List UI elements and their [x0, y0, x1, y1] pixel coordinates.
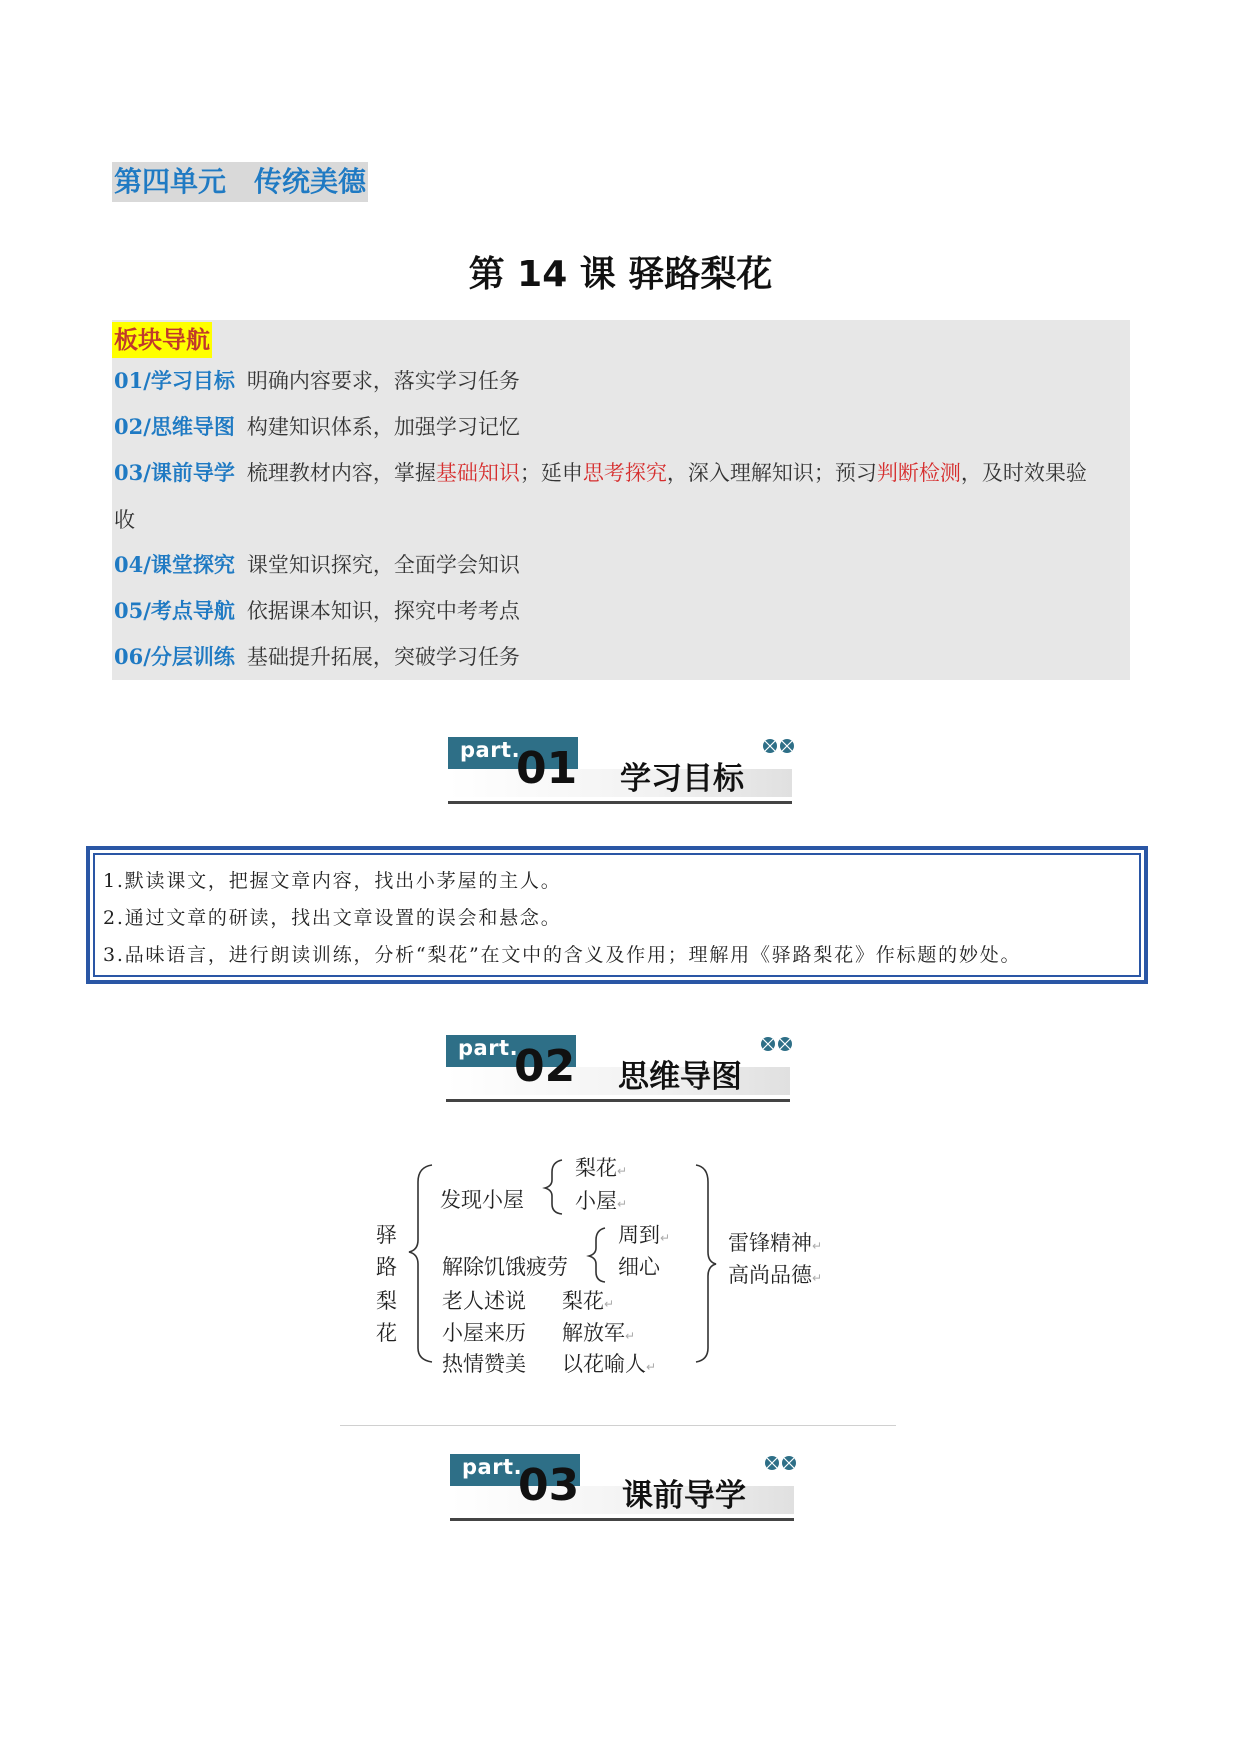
objective-item: 1.默读课文，把握文章内容，找出小茅屋的主人。 [103, 870, 562, 892]
nav-item-code: 06/分层训练 [114, 644, 235, 669]
nav-item-desc: 依据课本知识，探究中考考点 [246, 599, 520, 623]
nav-highlight-think: 思考探究 [582, 461, 667, 485]
nav-item-desc: ；延申 [519, 461, 583, 485]
mind-map-leaf: 梨花↵ [575, 1156, 628, 1180]
mind-map-root-char: 路 [376, 1255, 397, 1279]
mind-map-branch: 热情赞美 [442, 1352, 526, 1376]
nav-item-2 [114, 404, 1130, 450]
nav-item-desc: 课堂知识探究，全面学会知识 [246, 553, 520, 577]
nav-item-desc: 基础提升拓展，突破学习任务 [246, 645, 520, 669]
part-underline [446, 1099, 790, 1102]
mind-map-leaf: 细心 [618, 1255, 660, 1279]
part-03-banner [450, 1454, 810, 1526]
part-01-banner [448, 737, 808, 809]
mind-map-leaf: 以花喻人↵ [562, 1352, 657, 1376]
nav-item-desc: 明确内容要求，落实学习任务 [246, 369, 520, 393]
mind-map-root-char: 梨 [376, 1289, 397, 1313]
mind-map-theme: 雷锋精神↵ [728, 1231, 823, 1255]
part-word: part. [460, 738, 521, 762]
mind-map-branch: 小屋来历 [442, 1321, 526, 1345]
part-label: 思维导图 [618, 1059, 742, 1095]
mind-map-root-char: 驿 [376, 1223, 397, 1247]
decorative-dots-icon [759, 1035, 795, 1053]
mind-map-leaf: 周到↵ [618, 1223, 671, 1247]
part-number: 01 [516, 743, 578, 794]
nav-item-desc: ，深入理解知识；预习 [666, 461, 877, 485]
nav-item-6 [114, 634, 1130, 680]
part-label: 课前导学 [622, 1478, 746, 1514]
decorative-dots-icon [761, 737, 797, 755]
unit-title: 第四单元 传统美德 [112, 162, 368, 202]
part-02-banner [446, 1035, 806, 1107]
mind-map-theme: 高尚品德↵ [728, 1263, 823, 1287]
part-underline [448, 801, 792, 804]
part-underline [450, 1518, 794, 1521]
nav-highlight-basic: 基础知识 [435, 461, 520, 485]
mind-map-branch: 发现小屋 [440, 1188, 524, 1212]
navigation-heading: 板块导航 [112, 322, 212, 358]
nav-highlight-check: 判断检测 [876, 461, 961, 485]
lesson-title: 第 14 课 驿路梨花 [468, 254, 773, 295]
part-number: 02 [514, 1041, 576, 1092]
part-number: 03 [518, 1460, 580, 1511]
nav-item-code: 05/考点导航 [114, 598, 235, 623]
decorative-dots-icon [763, 1454, 799, 1472]
mind-map-leaf: 小屋↵ [575, 1189, 628, 1213]
nav-item-desc: 构建知识体系，加强学习记忆 [246, 415, 520, 439]
part-word: part. [462, 1455, 523, 1479]
nav-item-3 [114, 450, 1130, 496]
section-divider [340, 1425, 896, 1426]
nav-item-desc: ，及时效果验 [960, 461, 1087, 485]
nav-item-3-wrap: 收 [114, 508, 135, 532]
part-word: part. [458, 1036, 519, 1060]
nav-item-code: 04/课堂探究 [114, 552, 235, 577]
nav-item-code: 02/思维导图 [114, 414, 235, 439]
nav-item-code: 01/学习目标 [114, 368, 235, 393]
mind-map-root-char: 花 [376, 1321, 397, 1345]
mind-map-leaf: 解放军↵ [562, 1321, 636, 1345]
objective-item: 2.通过文章的研读，找出文章设置的误会和悬念。 [103, 907, 562, 929]
nav-item-4 [114, 542, 1130, 588]
nav-item-1 [114, 358, 1130, 404]
part-label: 学习目标 [620, 761, 744, 797]
objectives-box [86, 846, 1148, 984]
objective-item: 3.品味语言，进行朗读训练，分析“梨花”在文中的含义及作用；理解用《驿路梨花》作标题的妙处。 [103, 944, 1022, 966]
nav-item-5 [114, 588, 1130, 634]
mind-map-leaf: 梨花↵ [562, 1289, 615, 1313]
mind-map-branch: 老人述说 [442, 1289, 526, 1313]
mind-map-branch: 解除饥饿疲劳 [442, 1255, 568, 1279]
nav-item-desc: 梳理教材内容，掌握 [246, 461, 436, 485]
nav-item-code: 03/课前导学 [114, 460, 235, 485]
